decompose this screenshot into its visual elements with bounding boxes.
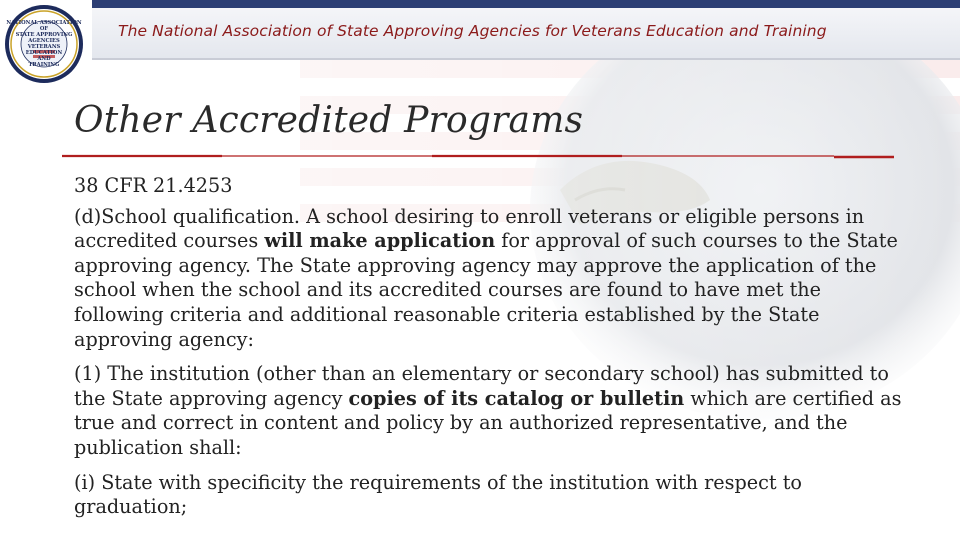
- paragraph-d-emphasis: will make application: [264, 229, 496, 253]
- paragraph-d-text-before: (d)School qualification. A school desiring to enroll veterans or eligible persons in accredited courses: [74, 204, 865, 253]
- paragraph-1-text-before: (1) The institution (other than an elementary or secondary school) has submitted to the State approving agency: [74, 362, 889, 410]
- cfr-citation: 38 CFR 21.4253: [74, 174, 233, 197]
- slide-title: Other Accredited Programs: [74, 100, 584, 141]
- paragraph-1: [74, 362, 904, 460]
- slide-body: [74, 174, 904, 530]
- paragraph-d: [74, 205, 904, 353]
- organization-seal: [3, 3, 85, 85]
- seal-line: STATE APPROVING: [15, 32, 73, 38]
- seal-line: AND: [37, 56, 51, 62]
- seal-line: EDUCATION: [25, 50, 63, 56]
- seal-line: TRAINING: [28, 62, 60, 68]
- seal-line: VETERANS: [27, 44, 61, 50]
- paragraph-1-text-after: which are certified as true and correct in content and policy by an authorized representative, and the publication shall:: [74, 386, 902, 459]
- paragraph-1-emphasis: copies of its catalog or bulletin: [348, 386, 685, 410]
- paragraph-d-text-after: for approval of such courses to the State approving agency. The State approving agency may approve the application of the school when the school and its accredited courses are found to have met the following criteria and additional reasonable criteria established by the State approving agency:: [74, 229, 898, 351]
- banner-title: The National Association of State Approving Agencies for Veterans Education and Training: [118, 22, 827, 40]
- seal-line: NATIONAL ASSOCIATION OF: [6, 20, 82, 32]
- paragraph-i: (i) State with specificity the requirements of the institution with respect to graduation;: [74, 470, 802, 519]
- seal-text: [3, 3, 85, 85]
- seal-line: AGENCIES: [28, 38, 60, 44]
- title-divider: [62, 152, 894, 160]
